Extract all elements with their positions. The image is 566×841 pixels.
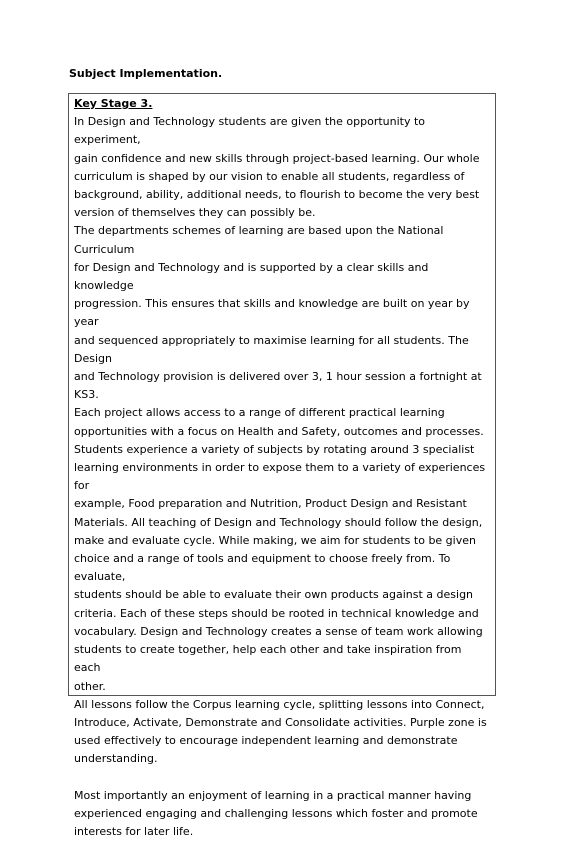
page-heading: Subject Implementation. (69, 67, 223, 80)
key-stage-box (68, 93, 496, 839)
paragraph-intro: In Design and Technology students are given the opportunity to experiment, gain confidence and new skills through project-based learning. Our whole curriculum is shaped by our vision to enable all students, regardless of background, ability, additional needs, to flourish to become the very best version of themselves they can possibly be. (74, 115, 480, 220)
paragraph-enjoyment: Most importantly an enjoyment of learning in a practical manner having experienced engaging and challenging lessons which foster and promote interests for later life. (74, 788, 478, 839)
paragraph-schemes: The departments schemes of learning are based upon the National Curriculum for Design and Technology and is supported by a clear skills and knowledge progression. This ensures that skills and knowledge are built on year by year and sequenced appropriately to maximise learning for all students. The Design and Technology provision is delivered over 3, 1 hour session a fortnight at KS3. Each project allows access to a range of different practical learning opportunities with a focus on Health and Safety, outcomes and processes. Students experience a variety of subjects by rotating around 3 specialist learning environments in order to expose them to a variety of experiences for example, Food preparation and Nutrition, Product Design and Resistant Materials. All teaching of Design and Technology should follow the design, make and evaluate cycle. While making, we aim for students to be given choice and a range of tools and equipment to choose freely from. To evaluate, students should be able to evaluate their own products against a design criteria. Each of these steps should be rooted in technical knowledge and vocabulary. Design and Technology creates a sense of team work allowing students to create together, help each other and take inspiration from each other. (74, 224, 486, 693)
paragraph-lessons: All lessons follow the Corpus learning cycle, splitting lessons into Connect, Introduce, Activate, Demonstrate and Consolidate activities. Purple zone is used effectively to encourage independent learning and demonstrate understanding. (74, 697, 487, 766)
blank-line (74, 769, 489, 787)
section-title: Key Stage 3. (74, 97, 153, 110)
